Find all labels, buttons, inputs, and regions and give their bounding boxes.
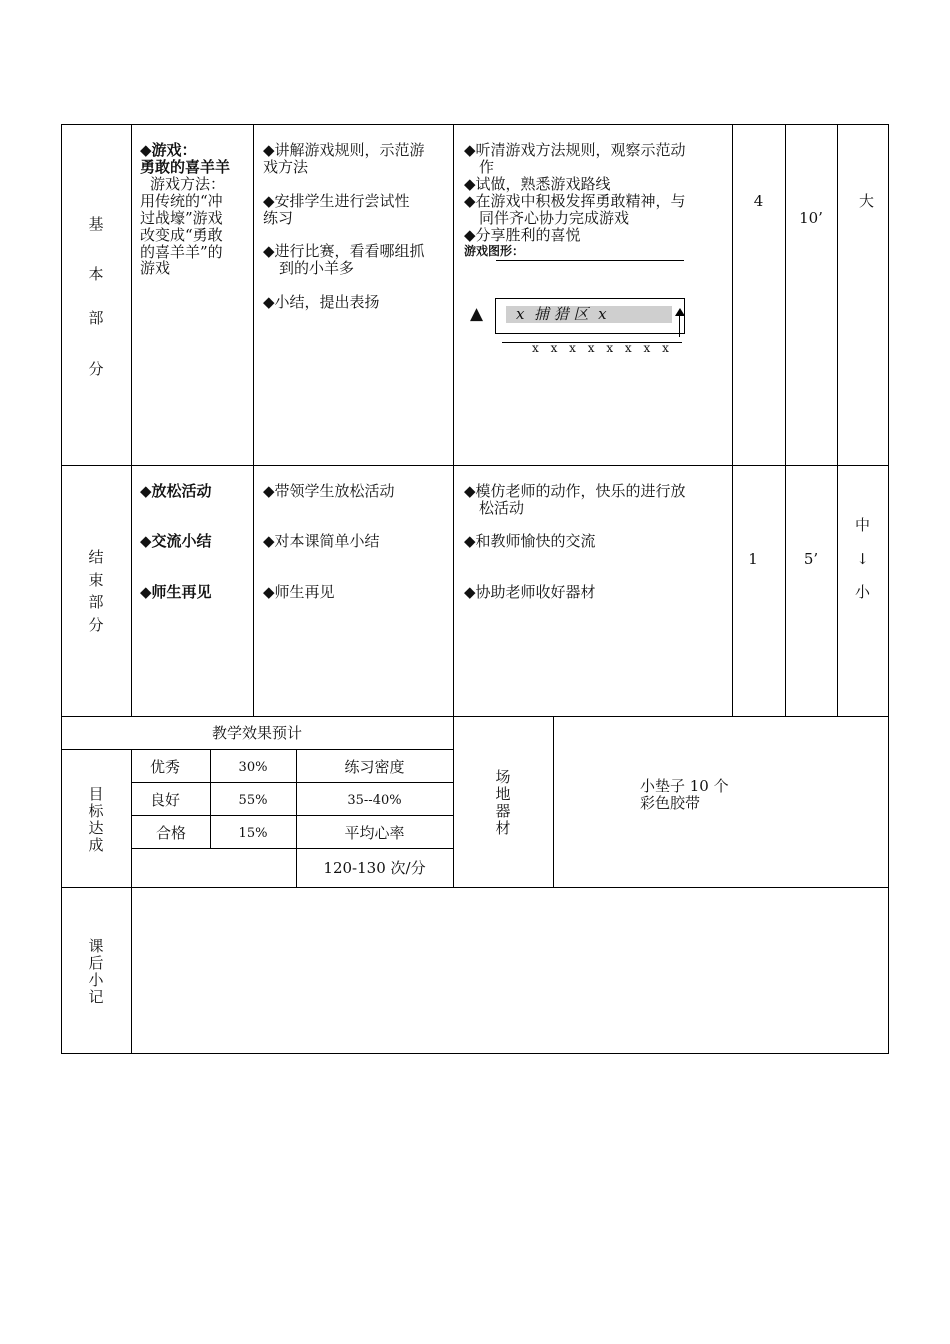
game-diagram [464, 244, 704, 364]
arrow-up-icon [679, 314, 680, 337]
player-row: x x x x x x x x [532, 341, 673, 355]
hunting-zone-label: x 捕 猎 区 x [516, 305, 607, 323]
basic-intensity: 大 [859, 192, 875, 210]
basic-count: 4 [753, 192, 764, 210]
ending-count: 1 [748, 550, 758, 568]
notes-area[interactable] [132, 888, 888, 1053]
game-title: ◆游戏： [140, 141, 197, 159]
game-name: 勇敢的喜羊羊 [140, 158, 231, 176]
ending-time: 5’ [803, 550, 819, 568]
basic-time: 10’ [799, 209, 823, 227]
diagram-label: 游戏图形： [464, 244, 525, 258]
heart-rate-value: 120-130 次/分 [323, 859, 426, 877]
triangle-icon: ▲ [470, 304, 484, 324]
effects-header: 教学效果预计 [211, 724, 302, 742]
